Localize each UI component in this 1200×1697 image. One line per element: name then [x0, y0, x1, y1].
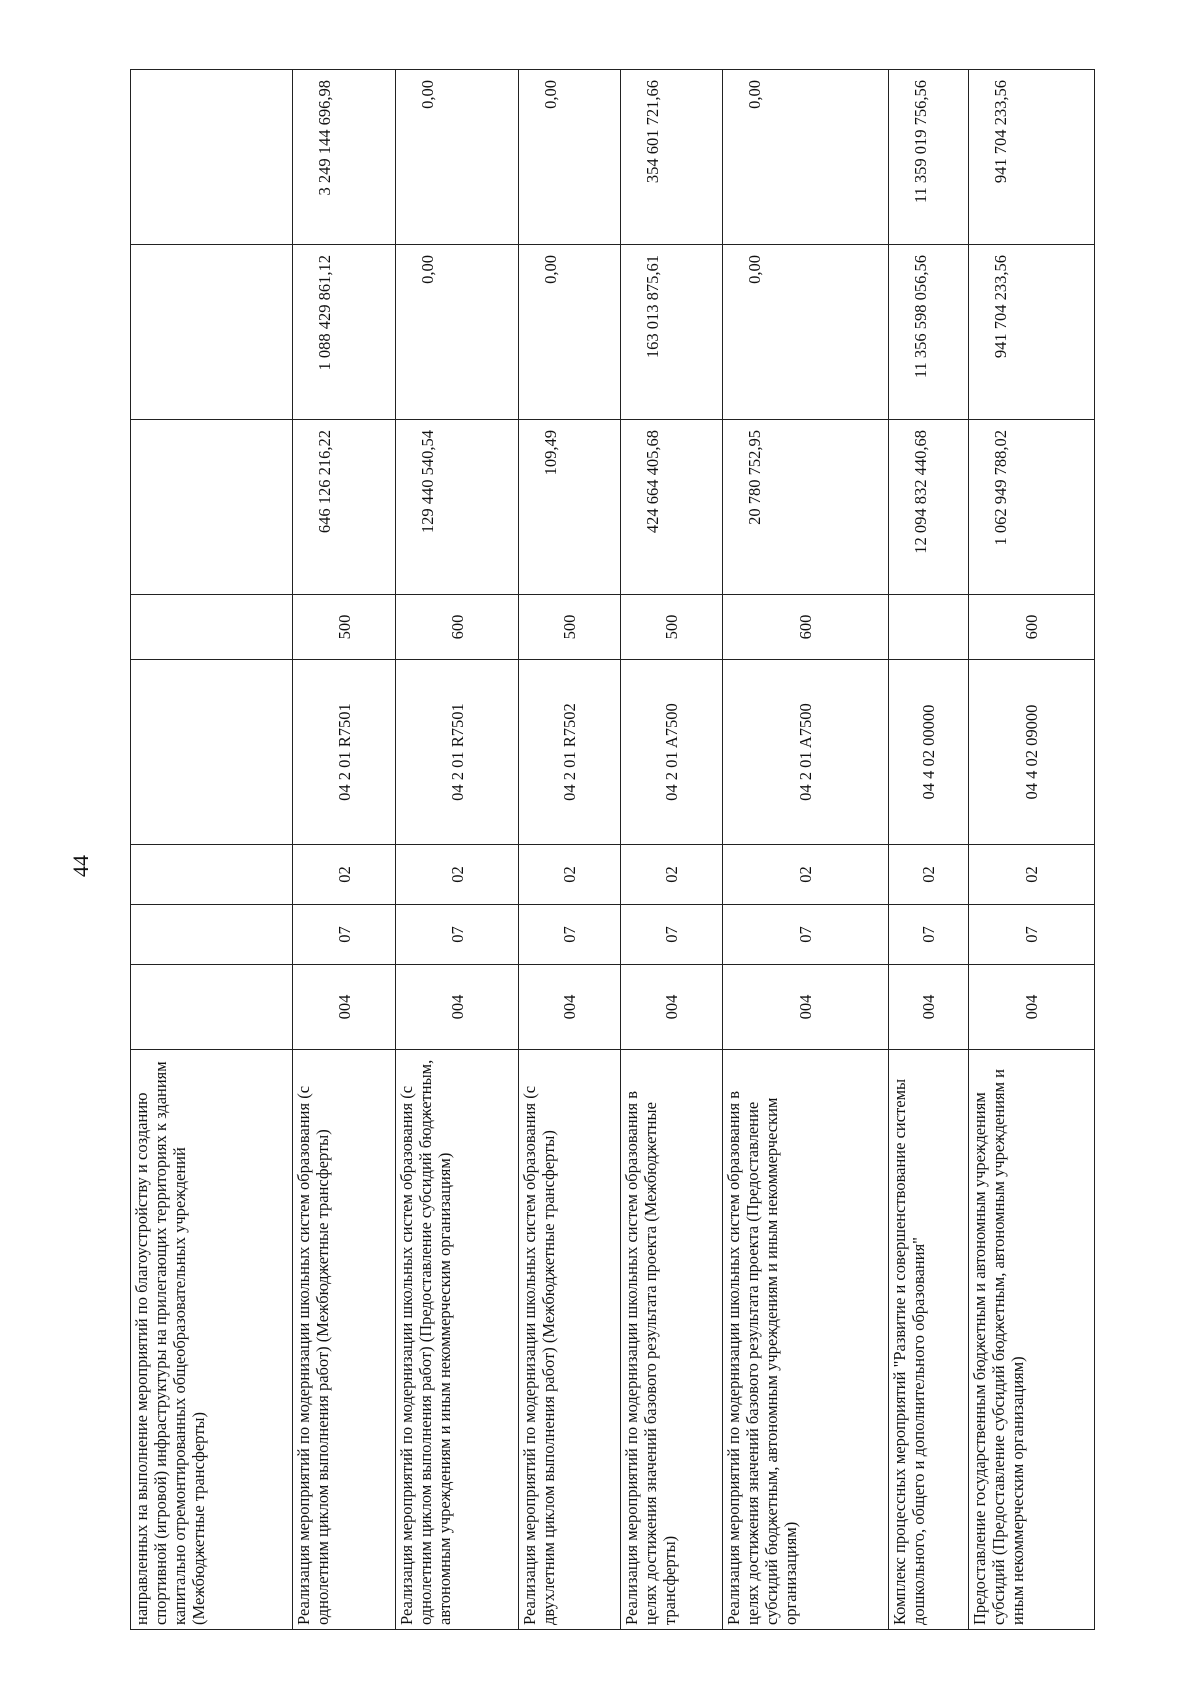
row-section-code: 07 [293, 905, 396, 965]
row-expense-type: 500 [620, 595, 723, 660]
row-section-code: 07 [519, 905, 621, 965]
row-section-code: 07 [723, 905, 888, 965]
row-subsection-code: 02 [293, 845, 396, 905]
row-sum-year-2: 163 013 875,61 [620, 245, 723, 420]
budget-table [130, 69, 1095, 1630]
table-row [519, 70, 621, 1630]
row-sum-year-3: 11 359 019 756,56 [888, 70, 969, 245]
row-ministry-code: 004 [723, 965, 888, 1050]
budget-table-rotated [130, 70, 1095, 1630]
row-sum-year-3: 354 601 721,66 [620, 70, 723, 245]
row-subsection-code: 02 [519, 845, 621, 905]
row-sum-year-1: 1 062 949 788,02 [969, 420, 1095, 595]
row-subsection-code: 02 [969, 845, 1095, 905]
row-sum-year-1: 646 126 216,22 [293, 420, 396, 595]
row-subsection-code: 02 [395, 845, 519, 905]
row-sum-year-2: 11 356 598 056,56 [888, 245, 969, 420]
row-description: Реализация мероприятий по модернизации школьных систем образования (с однолетним циклом выполнения работ) (Межбюджетные трансферты) [293, 1050, 396, 1630]
row-description: Предоставление государственным бюджетным и автономным учреждениям субсидий (Предоставление субсидий бюджетным, автономным учреждениям и иным некоммерческим организациям) [969, 1050, 1095, 1630]
row-ministry-code: 004 [395, 965, 519, 1050]
row-expense-type: 600 [395, 595, 519, 660]
row-target-article: 04 2 01 R7502 [519, 660, 621, 845]
row-target-article [131, 660, 293, 845]
row-sum-year-3: 0,00 [519, 70, 621, 245]
row-description: Реализация мероприятий по модернизации школьных систем образования в целях достижения значений базового результата проекта (Межбюджетные трансферты) [620, 1050, 723, 1630]
row-sum-year-1: 20 780 752,95 [723, 420, 888, 595]
row-expense-type: 600 [969, 595, 1095, 660]
row-subsection-code [131, 845, 293, 905]
row-sum-year-3: 0,00 [395, 70, 519, 245]
row-sum-year-2: 0,00 [519, 245, 621, 420]
row-sum-year-1: 12 094 832 440,68 [888, 420, 969, 595]
row-section-code: 07 [395, 905, 519, 965]
row-description: Реализация мероприятий по модернизации школьных систем образования в целях достижения значений базового результата проекта (Предоставление субсидий бюджетным, автономным учреждениям и иным некоммерческим организациям) [723, 1050, 888, 1630]
table-row [888, 70, 969, 1630]
row-ministry-code: 004 [888, 965, 969, 1050]
row-sum-year-2: 1 088 429 861,12 [293, 245, 396, 420]
row-sum-year-3: 941 704 233,56 [969, 70, 1095, 245]
table-row [723, 70, 888, 1630]
row-description: Реализация мероприятий по модернизации школьных систем образования (с однолетним циклом выполнения работ) (Предоставление субсидий бюджетным, автономным учреждениям и иным некоммерческим организациям) [395, 1050, 519, 1630]
row-sum-year-1: 129 440 540,54 [395, 420, 519, 595]
row-sum-year-3: 0,00 [723, 70, 888, 245]
row-sum-year-1 [131, 420, 293, 595]
row-ministry-code: 004 [519, 965, 621, 1050]
row-section-code [131, 905, 293, 965]
row-ministry-code: 004 [969, 965, 1095, 1050]
row-section-code: 07 [888, 905, 969, 965]
table-row [293, 70, 396, 1630]
row-expense-type: 500 [519, 595, 621, 660]
row-ministry-code: 004 [620, 965, 723, 1050]
row-subsection-code: 02 [888, 845, 969, 905]
row-ministry-code: 004 [293, 965, 396, 1050]
row-sum-year-1: 109,49 [519, 420, 621, 595]
row-section-code: 07 [969, 905, 1095, 965]
table-body [131, 70, 1095, 1630]
row-subsection-code: 02 [620, 845, 723, 905]
row-sum-year-3: 3 249 144 696,98 [293, 70, 396, 245]
row-sum-year-2: 0,00 [395, 245, 519, 420]
row-target-article: 04 4 02 00000 [888, 660, 969, 845]
row-description: Реализация мероприятий по модернизации школьных систем образования (с двухлетним циклом выполнения работ) (Межбюджетные трансферты) [519, 1050, 621, 1630]
row-target-article: 04 2 01 R7501 [293, 660, 396, 845]
row-target-article: 04 2 01 A7500 [620, 660, 723, 845]
row-target-article: 04 4 02 09000 [969, 660, 1095, 845]
row-expense-type: 600 [723, 595, 888, 660]
page-number: 44 [68, 855, 93, 877]
row-sum-year-2: 941 704 233,56 [969, 245, 1095, 420]
table-row [969, 70, 1095, 1630]
table-row [620, 70, 723, 1630]
row-expense-type [888, 595, 969, 660]
row-sum-year-2: 0,00 [723, 245, 888, 420]
table-row [131, 70, 293, 1630]
row-target-article: 04 2 01 A7500 [723, 660, 888, 845]
row-sum-year-1: 424 664 405,68 [620, 420, 723, 595]
row-sum-year-2 [131, 245, 293, 420]
row-description: Комплекс процессных мероприятий "Развитие и совершенствование системы дошкольного, общего и дополнительного образования" [888, 1050, 969, 1630]
row-subsection-code: 02 [723, 845, 888, 905]
row-ministry-code [131, 965, 293, 1050]
row-sum-year-3 [131, 70, 293, 245]
row-target-article: 04 2 01 R7501 [395, 660, 519, 845]
row-expense-type: 500 [293, 595, 396, 660]
table-row [395, 70, 519, 1630]
row-description: направленных на выполнение мероприятий по благоустройству и созданию спортивной (игровой) инфраструктуры на прилегающих территориях к зданиям капитально отремонтированных общеобразовательных учреждений (Межбюджетные трансферты) [131, 1050, 293, 1630]
row-section-code: 07 [620, 905, 723, 965]
row-expense-type [131, 595, 293, 660]
